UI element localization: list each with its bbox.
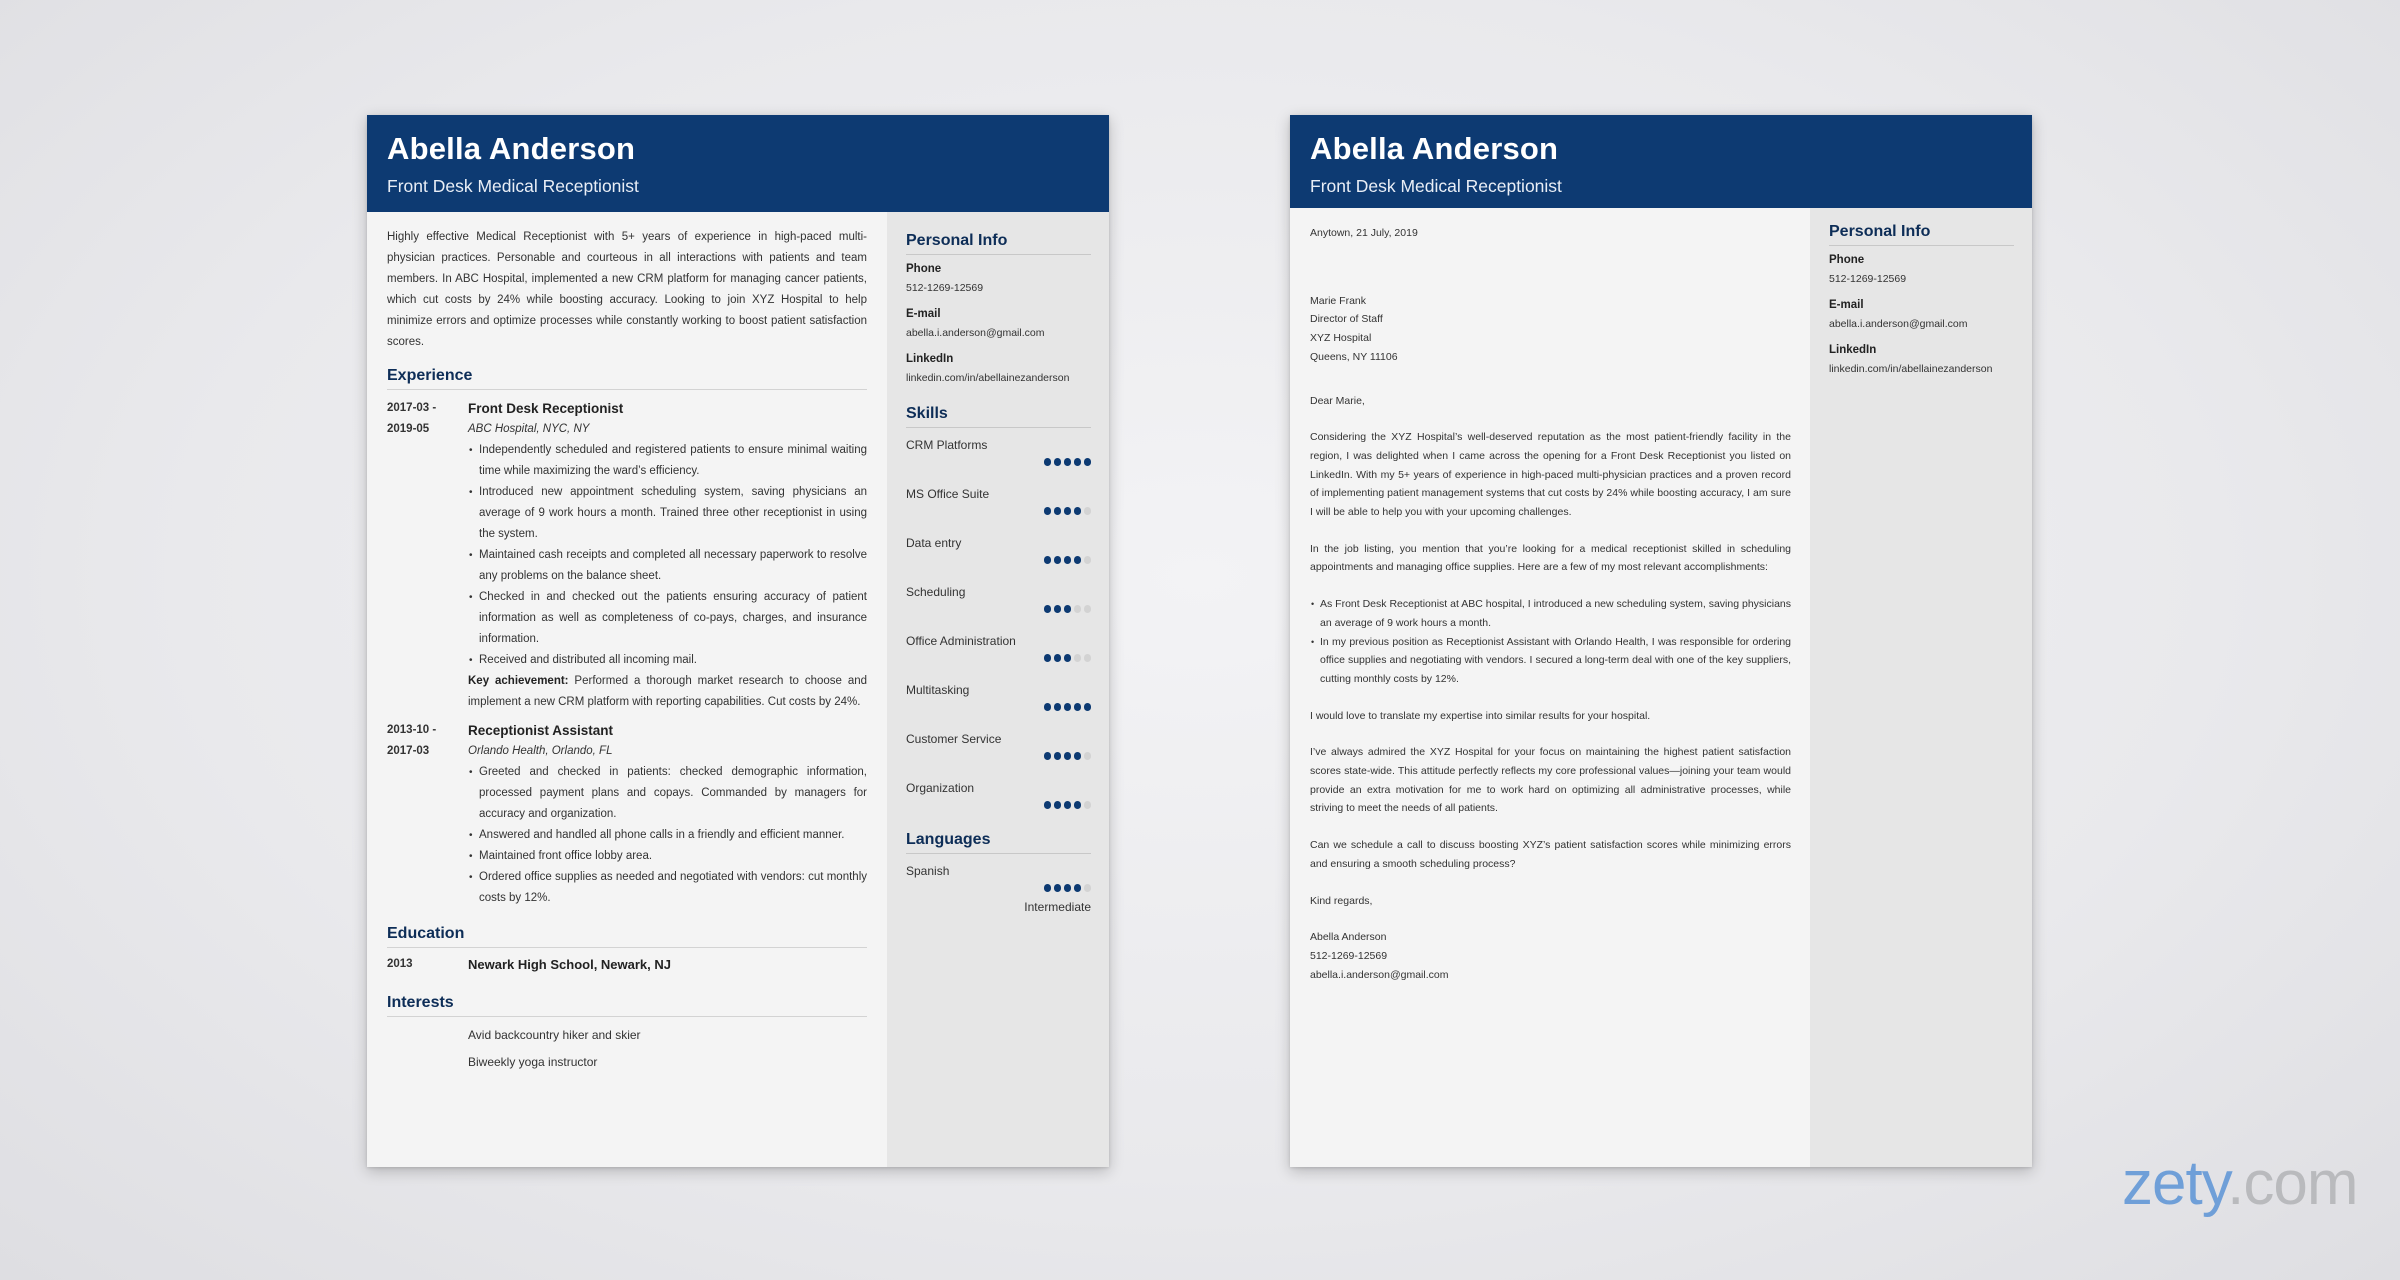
rating-dot-filled — [1044, 458, 1052, 466]
letter-job-title: Front Desk Medical Receptionist — [1310, 176, 1562, 196]
skills-heading: Skills — [906, 405, 1091, 428]
rating-dot-filled — [1044, 752, 1052, 760]
zety-logo — [2122, 1148, 2357, 1219]
phone-value: 512-1269-12569 — [1829, 273, 1907, 285]
resume-sidebar — [887, 212, 1109, 1167]
job-title: Receptionist Assistant — [468, 723, 614, 738]
rating-dot-filled — [1064, 752, 1072, 760]
rating-dot-filled — [1044, 703, 1052, 711]
rating-dot-empty — [1084, 507, 1092, 515]
date-end: 2017-03 — [387, 745, 430, 757]
rating-dots — [1044, 884, 1092, 892]
letter-bullet: • In my previous position as Receptionist Assistant with Orlando Health, I was responsible for ordering office supplies and negotiating with vendors. I secured a long-term deal with one of the key suppliers, cutting monthly costs by 12%. — [1310, 633, 1791, 689]
signature-block — [1310, 928, 1791, 984]
letter-date: Anytown, 21 July, 2019 — [1310, 227, 1418, 239]
resume-job-title: Front Desk Medical Receptionist — [387, 176, 639, 196]
language-name: Spanish — [906, 864, 950, 878]
resume-header — [367, 115, 1109, 212]
experience-dates — [387, 720, 468, 909]
phone-value: 512-1269-12569 — [906, 282, 984, 294]
rating-dot-filled — [1084, 458, 1092, 466]
skill-item — [906, 534, 1091, 583]
personal-info-heading: Personal Info — [1829, 223, 2014, 246]
letter-name: Abella Anderson — [1310, 131, 1559, 166]
rating-dot-filled — [1054, 654, 1062, 662]
rating-dots — [1044, 605, 1092, 613]
rating-dot-filled — [1054, 703, 1062, 711]
email-label: E-mail — [906, 308, 941, 320]
rating-dot-filled — [1054, 556, 1062, 564]
job-bullet: • Introduced new appointment scheduling system, saving physicians an average of 9 work hours a month. Trained three other receptionist in using the system. — [468, 482, 867, 545]
rating-dot-filled — [1044, 556, 1052, 564]
rating-dot-filled — [1044, 884, 1052, 892]
skill-name: Data entry — [906, 536, 962, 550]
key-achievement — [468, 671, 867, 713]
skill-name: CRM Platforms — [906, 438, 988, 452]
rating-dot-filled — [1044, 507, 1052, 515]
rating-dot-filled — [1064, 458, 1072, 466]
language-item — [906, 862, 1091, 922]
linkedin-label: LinkedIn — [1829, 344, 1877, 356]
education-year: 2013 — [387, 958, 413, 970]
personal-info-heading: Personal Info — [906, 232, 1091, 255]
linkedin-label: LinkedIn — [906, 353, 954, 365]
phone-label: Phone — [1829, 254, 1865, 266]
email-value: abella.i.anderson@gmail.com — [906, 327, 1045, 339]
letter-closing: Kind regards, — [1310, 894, 1373, 907]
rating-dots — [1044, 556, 1092, 564]
date-start: 2017-03 - — [387, 402, 437, 414]
letter-body — [1290, 208, 1810, 1167]
rating-dot-filled — [1074, 703, 1082, 711]
rating-dot-empty — [1084, 801, 1092, 809]
linkedin-value: linkedin.com/in/abellainezanderson — [906, 372, 1070, 384]
interest-item: Biweekly yoga instructor — [468, 1055, 598, 1069]
recipient-line: XYZ Hospital — [1310, 332, 1372, 345]
rating-dot-filled — [1054, 458, 1062, 466]
rating-dot-filled — [1044, 605, 1052, 613]
rating-dots — [1044, 801, 1092, 809]
rating-dot-empty — [1084, 752, 1092, 760]
interest-item: Avid backcountry hiker and skier — [468, 1028, 641, 1042]
skill-item — [906, 730, 1091, 779]
rating-dot-filled — [1054, 605, 1062, 613]
experience-heading: Experience — [387, 367, 867, 390]
job-company: Orlando Health, Orlando, FL — [468, 745, 613, 757]
job-bullet: • Maintained cash receipts and completed all necessary paperwork to resolve any problems on the balance sheet. — [468, 545, 867, 587]
letter-bullets — [1310, 595, 1791, 689]
letter-paragraph: Considering the XYZ Hospital’s well-deserved reputation as the most patient-friendly facility in the region, I was delighted when I came across the opening for a Front Desk Receptionist you listed on LinkedIn. With my 5+ years of experience in high-paced multi-physician practices and a proven record of implementing patient management systems that cut costs by 24% while boosting accuracy, I am sure I will be able to help you with your upcoming challenges. — [1310, 431, 1791, 519]
skill-item — [906, 779, 1091, 828]
linkedin-value: linkedin.com/in/abellainezanderson — [1829, 363, 1993, 375]
rating-dot-filled — [1084, 703, 1092, 711]
resume-main-column — [367, 212, 887, 1167]
job-bullet: • Received and distributed all incoming mail. — [468, 650, 867, 671]
logo-part-2: .com — [2227, 1149, 2358, 1218]
rating-dot-filled — [1054, 801, 1062, 809]
resume-summary: Highly effective Medical Receptionist with 5+ years of experience in high-paced multi-physician practices. Personable and courteous in all interactions with patients and team members. In ABC Hospital, implemented a new CRM platform for managing cancer patients, which cut costs by 24% while boosting accuracy. Looking to join XYZ Hospital to help minimize errors and optimize processes while constantly working to boost patient satisfaction scores. — [387, 231, 867, 348]
resume-page — [367, 115, 1109, 1167]
skills-list — [906, 436, 1091, 828]
job-bullet: • Greeted and checked in patients: checked demographic information, processed payment plans and copays. Commanded by managers for accuracy and organization. — [468, 762, 867, 825]
rating-dot-empty — [1084, 556, 1092, 564]
job-bullets — [468, 440, 867, 671]
languages-heading: Languages — [906, 831, 1091, 854]
interests-list — [387, 1022, 867, 1076]
experience-dates — [387, 398, 468, 713]
rating-dot-empty — [1084, 884, 1092, 892]
key-achievement-label: Key achievement: — [468, 675, 569, 687]
job-bullet: • Checked in and checked out the patients ensuring accuracy of patient information as well as completeness of co-pays, charges, and insurance information. — [468, 587, 867, 650]
rating-dot-filled — [1064, 654, 1072, 662]
rating-dot-filled — [1074, 801, 1082, 809]
rating-dot-filled — [1074, 752, 1082, 760]
rating-dot-filled — [1064, 556, 1072, 564]
letter-paragraph: I’ve always admired the XYZ Hospital for your focus on maintaining the highest patient satisfaction scores state-wide. This attitude perfectly reflects my core professional values—joining your team would provide an extra motivation for me to work hard on optimizing all administrative processes, while striving to meet the needs of all patients. — [1310, 746, 1791, 815]
education-entry — [387, 954, 867, 975]
skill-name: Scheduling — [906, 585, 966, 599]
job-bullet: • Maintained front office lobby area. — [468, 846, 867, 867]
signature-line: 512-1269-12569 — [1310, 949, 1388, 962]
recipient-line: Marie Frank — [1310, 294, 1367, 307]
letter-header — [1290, 115, 2032, 208]
skill-item — [906, 583, 1091, 632]
rating-dot-filled — [1054, 752, 1062, 760]
job-bullet: • Ordered office supplies as needed and negotiated with vendors: cut monthly costs by 12%. — [468, 867, 867, 909]
letter-bullet: • As Front Desk Receptionist at ABC hospital, I introduced a new scheduling system, saving physicians an average of 9 work hours a month. — [1310, 595, 1791, 632]
job-company: ABC Hospital, NYC, NY — [468, 423, 590, 435]
letter-paragraph: Can we schedule a call to discuss boosting XYZ’s patient satisfaction scores while minimizing errors and ensuring a smooth scheduling process? — [1310, 839, 1791, 870]
rating-dot-filled — [1064, 801, 1072, 809]
interests-heading: Interests — [387, 994, 867, 1017]
skill-item — [906, 632, 1091, 681]
rating-dot-filled — [1074, 458, 1082, 466]
skill-name: Multitasking — [906, 683, 970, 697]
education-heading: Education — [387, 925, 867, 948]
rating-dot-filled — [1044, 654, 1052, 662]
recipient-block — [1310, 292, 1791, 367]
skill-name: Office Administration — [906, 634, 1016, 648]
phone-label: Phone — [906, 263, 942, 275]
email-value: abella.i.anderson@gmail.com — [1829, 318, 1968, 330]
rating-dot-filled — [1074, 884, 1082, 892]
skill-name: Organization — [906, 781, 975, 795]
job-title: Front Desk Receptionist — [468, 401, 624, 416]
language-level: Intermediate — [1024, 900, 1091, 914]
signature-line: abella.i.anderson@gmail.com — [1310, 968, 1449, 981]
rating-dot-empty — [1084, 605, 1092, 613]
rating-dot-filled — [1054, 884, 1062, 892]
job-bullet: • Answered and handled all phone calls in a friendly and efficient manner. — [468, 825, 867, 846]
education-school: Newark High School, Newark, NJ — [468, 957, 672, 972]
logo-part-1: zety — [2122, 1149, 2228, 1218]
letter-paragraph: I would love to translate my expertise into similar results for your hospital. — [1310, 709, 1651, 722]
experience-entry — [387, 720, 867, 909]
skill-name: MS Office Suite — [906, 487, 990, 501]
rating-dots — [1044, 458, 1092, 466]
signature-line: Abella Anderson — [1310, 931, 1387, 944]
letter-sidebar — [1810, 208, 2032, 1167]
rating-dots — [1044, 507, 1092, 515]
rating-dots — [1044, 654, 1092, 662]
rating-dot-filled — [1064, 884, 1072, 892]
recipient-line: Queens, NY 11106 — [1310, 350, 1398, 363]
rating-dot-filled — [1074, 556, 1082, 564]
rating-dot-filled — [1054, 507, 1062, 515]
rating-dot-empty — [1084, 654, 1092, 662]
rating-dot-filled — [1064, 507, 1072, 515]
rating-dot-filled — [1064, 703, 1072, 711]
cover-letter-page — [1290, 115, 2032, 1167]
rating-dots — [1044, 752, 1092, 760]
job-bullets — [468, 762, 867, 909]
skill-name: Customer Service — [906, 732, 1002, 746]
rating-dot-filled — [1064, 605, 1072, 613]
key-achievement-text: Performed a thorough market research to choose and implement a new CRM platform with reporting capabilities. Cut costs by 24%. — [468, 675, 868, 708]
date-end: 2019-05 — [387, 423, 430, 435]
rating-dots — [1044, 703, 1092, 711]
recipient-line: Director of Staff — [1310, 313, 1383, 326]
skill-item — [906, 436, 1091, 485]
rating-dot-filled — [1044, 801, 1052, 809]
experience-entry — [387, 398, 867, 713]
date-start: 2013-10 - — [387, 724, 437, 736]
skill-item — [906, 485, 1091, 534]
letter-paragraph: In the job listing, you mention that you’re looking for a medical receptionist skilled in scheduling appointments and managing office supplies. Here are a few of my most relevant accomplishments: — [1310, 542, 1791, 574]
resume-name: Abella Anderson — [387, 131, 636, 166]
rating-dot-empty — [1074, 605, 1082, 613]
email-label: E-mail — [1829, 299, 1864, 311]
rating-dot-empty — [1074, 654, 1082, 662]
job-bullet: • Independently scheduled and registered patients to ensure minimal waiting time while maximizing the ward’s efficiency. — [468, 440, 867, 482]
skill-item — [906, 681, 1091, 730]
letter-greeting: Dear Marie, — [1310, 394, 1365, 407]
rating-dot-filled — [1074, 507, 1082, 515]
languages-list — [906, 862, 1091, 922]
